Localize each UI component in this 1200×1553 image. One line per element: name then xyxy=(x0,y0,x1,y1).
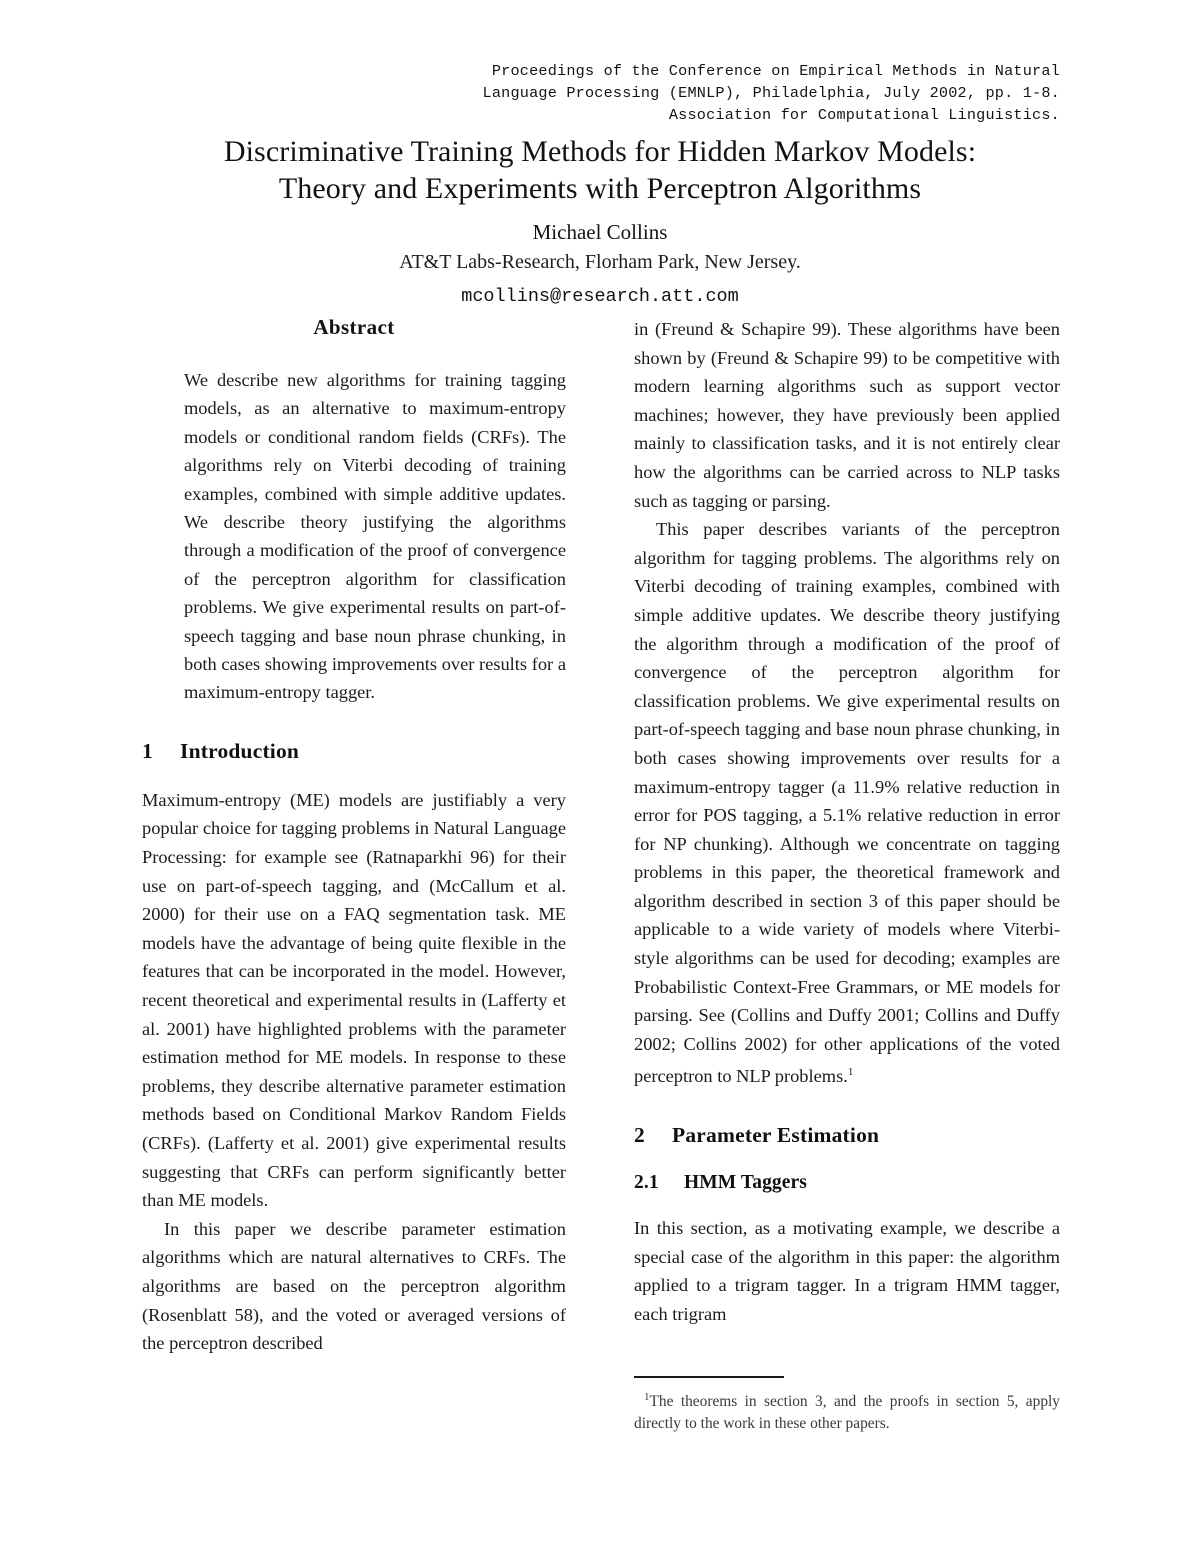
section-number-parameter-estimation: 2 xyxy=(634,1123,645,1148)
column-right xyxy=(634,315,1060,1329)
author-name: Michael Collins xyxy=(532,220,668,244)
section-title-introduction: Introduction xyxy=(180,738,300,763)
footnote-rule xyxy=(634,1376,784,1378)
section-title-parameter-estimation: Parameter Estimation xyxy=(672,1123,880,1148)
subsection-heading-hmm-taggers xyxy=(634,1172,1060,1194)
section-heading-introduction xyxy=(142,739,566,764)
author-affiliation: AT&T Labs-Research, Florham Park, New Jersey. xyxy=(399,251,801,273)
title-block xyxy=(100,133,1100,309)
footnote-block xyxy=(634,1376,1060,1434)
footnote-text xyxy=(634,1387,1060,1434)
conference-banner-line-2: Language Processing (EMNLP), Philadelphia, July 2002, pp. 1-8. xyxy=(482,84,1060,102)
intro-paragraph-1: Maximum-entropy (ME) models are justifiably a very popular choice for tagging problems in Natural Language Processing: for example see (Ratnaparkhi 96) for their use on part-of-speech tagging, and (McCallum et al. 2000) for their use on a FAQ segmentation task. ME models have the advantage of being quite flexible in the features that can be incorporated in the model. However, recent theoretical and experimental results in (Lafferty et al. 2001) have highlighted problems with the parameter estimation method for ME models. In response to these problems, they describe alternative parameter estimation methods based on Conditional Markov Random Fields (CRFs). (Lafferty et al. 2001) give experimental results suggesting that CRFs can perform significantly better than ME models. xyxy=(142,789,566,1211)
intro-paragraph-2: In this paper we describe parameter estimation algorithms which are natural alternatives to CRFs. The algorithms are based on the perceptron algorithm (Rosenblatt 58), and the voted or averaged versions of the perceptron described xyxy=(142,1218,566,1354)
intro-paragraph-3-text: This paper describes variants of the perceptron algorithm for tagging problems. The algorithms rely on Viterbi decoding of training examples, combined with simple additive updates. We describe theory justifying the algorithm through a modification of the proof of convergence of the perceptron algorithm for classification problems. We give experimental results on part-of-speech tagging and base noun phrase chunking, in both cases showing improvements over results for a maximum-entropy tagger (a 11.9% relative reduction in error for POS tagging, a 5.1% relative reduction in error for NP chunking). Although we concentrate on tagging problems in this paper, the theoretical framework and algorithm described in section 3 of this paper should be applicable to a wide variety of models where Viterbi-style algorithms can be used for decoding; examples are Probabilistic Context-Free Grammars, or ME models for parsing. See (Collins and Duffy 2001; Collins and Duffy 2002; Collins 2002) for other applications of the voted perceptron to NLP problems. xyxy=(634,519,1060,1087)
abstract-heading: Abstract xyxy=(313,315,395,339)
conference-banner-line-1: Proceedings of the Conference on Empirical Methods in Natural xyxy=(491,62,1060,80)
subsection-title-hmm-taggers: HMM Taggers xyxy=(684,1172,807,1194)
subsection-number-hmm-taggers: 2.1 xyxy=(634,1172,659,1194)
conference-banner-line-3: Association for Computational Linguistics. xyxy=(668,106,1060,124)
paper-title-line-2: Theory and Experiments with Perceptron Algorithms xyxy=(278,172,922,205)
page-title xyxy=(100,133,1100,207)
footnote-reference[interactable]: 1 xyxy=(847,1066,854,1079)
conference-banner xyxy=(140,60,1060,126)
footnote-body: The theorems in section 3, and the proofs in section 5, apply directly to the work in these other papers. xyxy=(634,1393,1060,1432)
intro-paragraph-2-continued: in (Freund & Schapire 99). These algorithms have been shown by (Freund & Schapire 99) to be competitive with modern learning algorithms such as support vector machines; however, they have previously been applied mainly to classification tasks, and it is not entirely clear how the algorithms can be carried across to NLP tasks such as tagging or parsing. xyxy=(634,319,1060,511)
author-email[interactable]: mcollins@research.att.com xyxy=(461,286,739,307)
footnote-marker: 1 xyxy=(644,1391,650,1403)
column-left xyxy=(142,315,566,1358)
abstract-text: We describe new algorithms for training tagging models, as an alternative to maximum-entropy models or conditional random fields (CRFs). The algorithms rely on Viterbi decoding of training examples, combined with simple additive updates. We describe theory justifying the algorithms through a modification of the proof of convergence of the perceptron algorithm for classification problems. We give experimental results on part-of-speech tagging and base noun phrase chunking, in both cases showing improvements over results for a maximum-entropy tagger. xyxy=(184,370,566,703)
intro-paragraph-3 xyxy=(634,515,1060,1091)
hmm-taggers-paragraph-1: In this section, as a motivating example, we describe a special case of the algorithm in this paper: the algorithm applied to a trigram tagger. In a trigram HMM tagger, each trigram xyxy=(634,1218,1060,1324)
section-number-introduction: 1 xyxy=(142,738,153,763)
section-heading-parameter-estimation xyxy=(634,1123,1060,1148)
paper-title-line-1: Discriminative Training Methods for Hidden Markov Models: xyxy=(223,135,977,168)
